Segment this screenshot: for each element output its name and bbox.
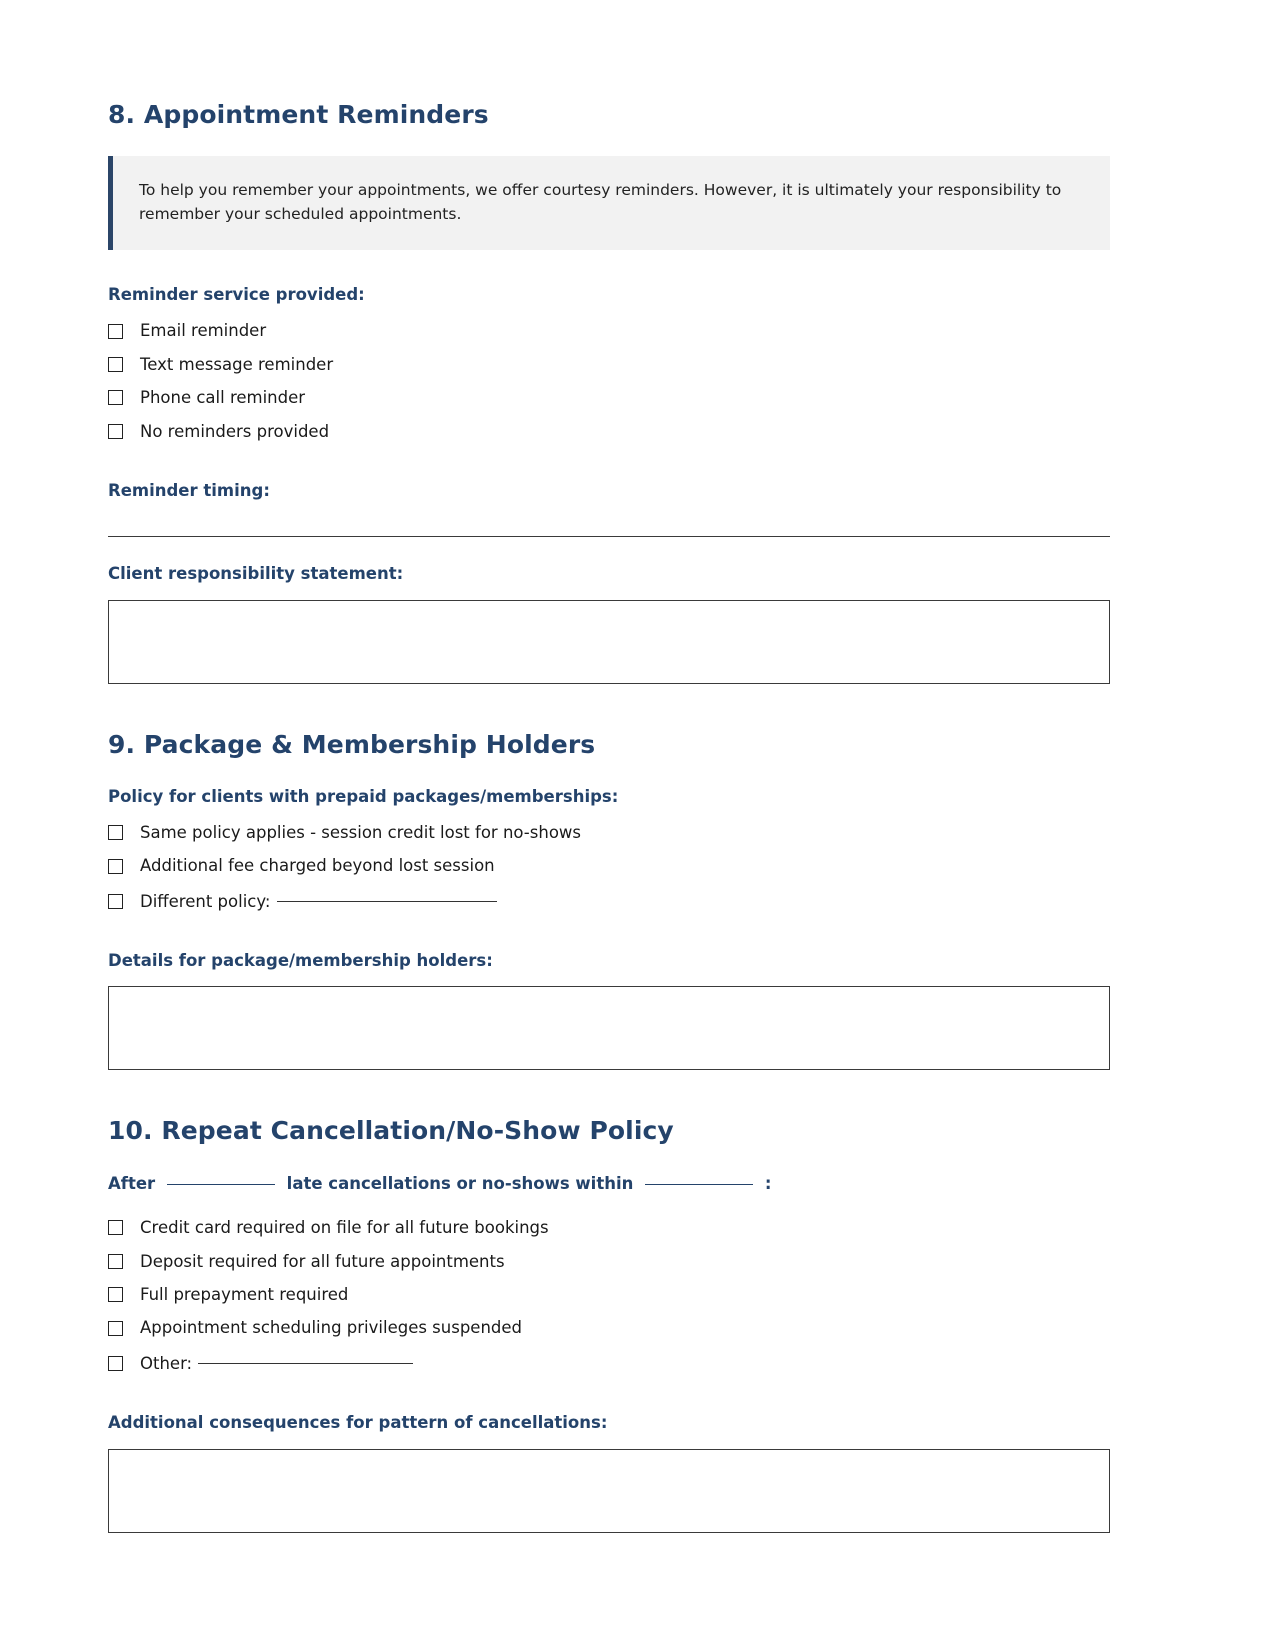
- checkbox-row-additional-fee-charged[interactable]: [108, 855, 1110, 876]
- repeat-period-input[interactable]: [645, 1184, 753, 1185]
- section-appointment-reminders: [108, 100, 1110, 684]
- checkbox-full-prepayment-required[interactable]: [108, 1287, 123, 1302]
- checkbox-label-scheduling-privileges-suspended: Appointment scheduling privileges suspended: [140, 1318, 523, 1338]
- checkbox-credit-card-required[interactable]: [108, 1220, 123, 1235]
- checkbox-row-credit-card-required[interactable]: [108, 1217, 1110, 1238]
- checkbox-row-no-reminders-provided[interactable]: [108, 421, 1110, 442]
- checkbox-label-same-policy-applies: Same policy applies - session credit lost for no-shows: [140, 822, 582, 842]
- checkbox-label-additional-fee-charged: Additional fee charged beyond lost session: [140, 856, 495, 876]
- repeat-threshold-statement: [108, 1172, 1110, 1197]
- checkbox-label-phone-call-reminder: Phone call reminder: [140, 388, 306, 408]
- prepaid-policy-options: [108, 822, 1110, 912]
- client-responsibility-label: Client responsibility statement:: [108, 564, 404, 584]
- prepaid-policy-label: Policy for clients with prepaid packages/memberships:: [108, 786, 619, 806]
- reminder-callout: [108, 156, 1110, 250]
- reminder-timing-label: Reminder timing:: [108, 481, 270, 501]
- checkbox-row-email-reminder[interactable]: [108, 320, 1110, 341]
- section-heading-8: 8. Appointment Reminders: [108, 100, 489, 129]
- checkbox-label-text-message-reminder: Text message reminder: [140, 354, 334, 374]
- checkbox-label-no-reminders-provided: No reminders provided: [140, 421, 330, 441]
- checkbox-text-message-reminder[interactable]: [108, 357, 123, 372]
- checkbox-row-different-policy[interactable]: [108, 891, 1110, 912]
- package-details-label: Details for package/membership holders:: [108, 951, 493, 971]
- reminder-service-label: Reminder service provided:: [108, 285, 365, 305]
- checkbox-deposit-required[interactable]: [108, 1254, 123, 1269]
- reminder-callout-text: To help you remember your appointments, we offer courtesy reminders. However, it is ultimately your responsibility to remember your scheduled appointments.: [139, 181, 1062, 224]
- repeat-consequence-options: [108, 1217, 1110, 1374]
- reminder-service-options: [108, 320, 1110, 442]
- checkbox-label-other: Other:: [140, 1353, 193, 1373]
- additional-consequences-label: Additional consequences for pattern of cancellations:: [108, 1413, 608, 1433]
- checkbox-row-text-message-reminder[interactable]: [108, 354, 1110, 375]
- client-responsibility-textarea[interactable]: [108, 600, 1110, 684]
- checkbox-label-credit-card-required: Credit card required on file for all future bookings: [140, 1218, 549, 1238]
- repeat-count-input[interactable]: [167, 1184, 275, 1185]
- additional-consequences-textarea[interactable]: [108, 1449, 1110, 1533]
- repeat-threshold-middle: late cancellations or no-shows within: [286, 1174, 634, 1194]
- checkbox-label-full-prepayment-required: Full prepayment required: [140, 1285, 349, 1305]
- section-package-membership-holders: [108, 730, 1110, 1071]
- repeat-threshold-prefix: After: [108, 1174, 156, 1194]
- section-repeat-cancellation-policy: [108, 1116, 1110, 1532]
- package-details-textarea[interactable]: [108, 986, 1110, 1070]
- checkbox-scheduling-privileges-suspended[interactable]: [108, 1321, 123, 1336]
- checkbox-row-phone-call-reminder[interactable]: [108, 387, 1110, 408]
- other-consequence-input[interactable]: [198, 1363, 413, 1364]
- repeat-threshold-suffix: :: [764, 1174, 772, 1194]
- checkbox-row-full-prepayment-required[interactable]: [108, 1284, 1110, 1305]
- checkbox-phone-call-reminder[interactable]: [108, 390, 123, 405]
- checkbox-row-scheduling-privileges-suspended[interactable]: [108, 1317, 1110, 1338]
- checkbox-other[interactable]: [108, 1356, 123, 1371]
- checkbox-label-different-policy: Different policy:: [140, 891, 271, 911]
- checkbox-no-reminders-provided[interactable]: [108, 424, 123, 439]
- checkbox-row-same-policy-applies[interactable]: [108, 822, 1110, 843]
- checkbox-same-policy-applies[interactable]: [108, 825, 123, 840]
- checkbox-label-deposit-required: Deposit required for all future appointments: [140, 1251, 505, 1271]
- checkbox-row-deposit-required[interactable]: [108, 1251, 1110, 1272]
- checkbox-row-other[interactable]: [108, 1353, 1110, 1374]
- checkbox-additional-fee-charged[interactable]: [108, 859, 123, 874]
- checkbox-email-reminder[interactable]: [108, 324, 123, 339]
- checkbox-different-policy[interactable]: [108, 894, 123, 909]
- checkbox-label-email-reminder: Email reminder: [140, 321, 267, 341]
- different-policy-input[interactable]: [277, 901, 497, 902]
- section-heading-10: 10. Repeat Cancellation/No-Show Policy: [108, 1116, 674, 1146]
- section-heading-9: 9. Package & Membership Holders: [108, 729, 596, 759]
